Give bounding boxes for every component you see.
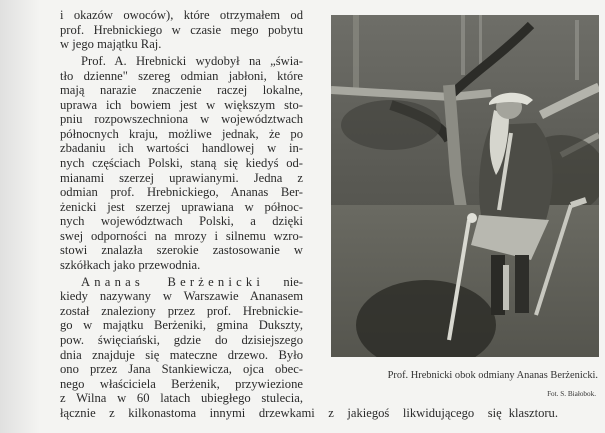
text-line: go w majątku Berżeniki, gmina Dukszty, <box>60 318 303 333</box>
text-line: zbadaniu ich wartości handlowej w in- <box>60 141 303 156</box>
text-line: został znaleziony przez prof. Hrebnickie- <box>60 303 303 318</box>
photo-illustration <box>331 15 599 357</box>
text-line: łącznie z kilkonastoma innymi drzewkami z jakiegoś likwidującego się <box>60 406 502 420</box>
text-line: nego właściciela Berżenik, przywiezione <box>60 376 303 391</box>
page-edge-shadow <box>0 0 40 433</box>
text-line: prof. Hrebnickiego w czasie mego pobytu <box>60 22 303 37</box>
text-line: pow. święciański, gdzie do dzisiejszego <box>60 333 303 348</box>
text-line: tło dzienne" szereg odmian jabłoni, które <box>60 68 303 83</box>
text-line: klasztoru. <box>508 406 558 420</box>
text-line: szkółkach jako przewodnia. <box>60 257 201 272</box>
text-line: ono przez Jana Stankiewicza, ojca obec- <box>60 362 303 377</box>
text-line: nych częściach Polski, staną się kiedyś od- <box>60 155 303 170</box>
photograph <box>331 15 599 357</box>
full-width-line-row <box>60 406 558 421</box>
text-line: północnych kraju, możliwe jednak, że po <box>60 126 303 141</box>
text-line: mianami szerzej uprawianymi. Jedna z <box>60 170 303 185</box>
text-line: żenicki jest szerzej uprawiana w północ- <box>60 199 303 214</box>
figure-caption: Prof. Hrebnicki obok odmiany Ananas Berżenicki. <box>387 370 598 381</box>
text-line: kiedy nazywany w Warszawie Ananasem <box>60 289 303 304</box>
photo-credit: Fot. S. Białobok. <box>547 390 596 398</box>
text-line: z Wilna w 60 latach ubiegłego stulecia, <box>60 391 303 406</box>
text-line: swej odporności na mrozy i silnemu wzro- <box>60 228 303 243</box>
text-line: dnia znajduje się mateczne drzewo. Było <box>60 347 303 362</box>
text-line: odmian prof. Hrebnickiego, Ananas Ber- <box>60 185 303 200</box>
text-column <box>60 8 303 406</box>
text-line <box>60 275 303 290</box>
text-line: stowi znalazła szerokie zastosowanie w <box>60 243 303 258</box>
variety-heading: Ananas Berżenicki <box>81 274 265 289</box>
text-line: i okazów owoców), które otrzymałem od <box>60 8 303 22</box>
text-line: pniu rozpowszechniona w województwach <box>60 112 303 127</box>
text-line: w jego majątku Raj. <box>60 37 162 52</box>
text-line: nych województwach Polski, a dzięki <box>60 214 303 229</box>
text-line: mają narazie znaczenie raczej lokalne, <box>60 83 303 98</box>
text-fragment: nie- <box>283 274 303 289</box>
text-line: uprawa ich bowiem jest w większym sto- <box>60 97 303 112</box>
text-line: Prof. A. Hrebnicki wydobył na „świa- <box>81 54 303 69</box>
